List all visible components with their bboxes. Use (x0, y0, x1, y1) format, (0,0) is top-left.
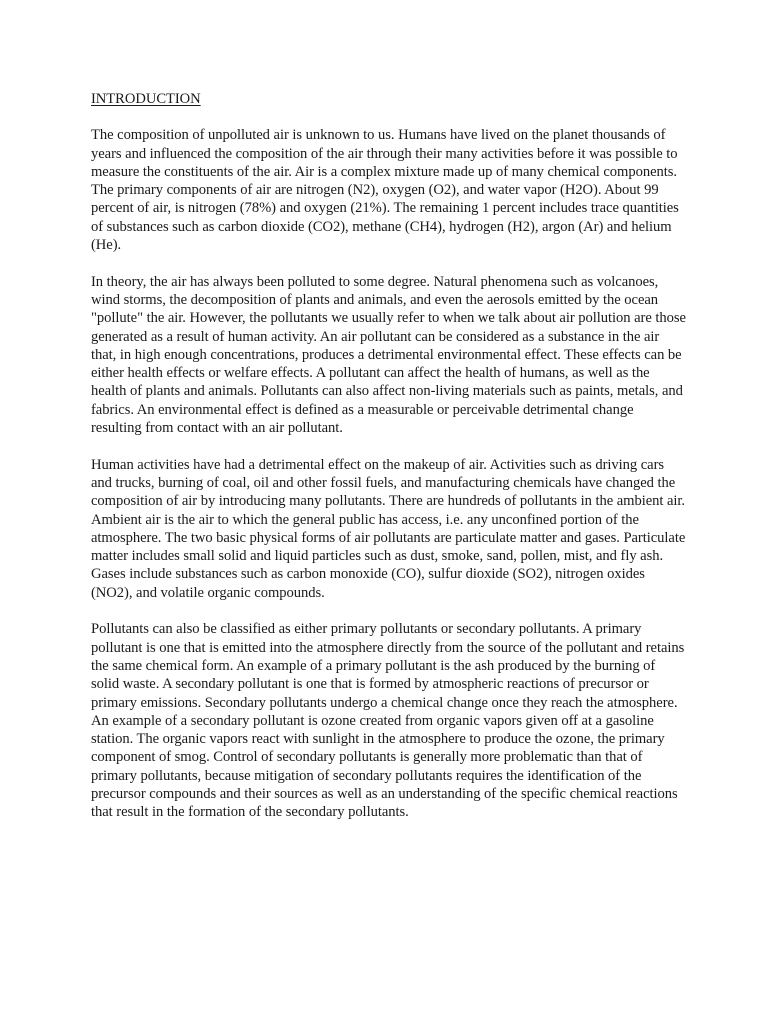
paragraph-1: The composition of unpolluted air is unknown to us. Humans have lived on the planet thousands of years and influenced the composition of the air through their many activities before it was possible to measure the constituents of the air. Air is a complex mixture made up of many chemical components. The primary components of air are nitrogen (N2), oxygen (O2), and water vapor (H2O). About 99 percent of air, is nitrogen (78%) and oxygen (21%). The remaining 1 percent includes trace quantities of substances such as carbon dioxide (CO2), methane (CH4), hydrogen (H2), argon (Ar) and helium (He). (91, 127, 679, 254)
paragraph-2: In theory, the air has always been polluted to some degree. Natural phenomena such as volcanoes, wind storms, the decomposition of plants and animals, and even the aerosols emitted by the ocean "pollute" the air. However, the pollutants we usually refer to when we talk about air pollution are those generated as a result of human activity. An air pollutant can be considered as a substance in the air that, in high enough concentrations, produces a detrimental environmental effect. These effects can be either health effects or welfare effects. A pollutant can affect the health of humans, as well as the health of plants and animals. Pollutants can also affect non-living materials such as paints, metals, and fabrics. An environmental effect is defined as a measurable or perceivable detrimental change resulting from contact with an air pollutant. (91, 273, 686, 437)
section-heading: INTRODUCTION (91, 91, 201, 107)
paragraph-4: Pollutants can also be classified as either primary pollutants or secondary pollutants. A primary pollutant is one that is emitted into the atmosphere directly from the source of the pollutant and retains the same chemical form. An example of a primary pollutant is the ash produced by the burning of solid waste. A secondary pollutant is one that is formed by atmospheric reactions of precursor or primary emissions. Secondary pollutants undergo a chemical change once they reach the atmosphere. An example of a secondary pollutant is ozone created from organic vapors given off at a gasoline station. The organic vapors react with sunlight in the atmosphere to produce the ozone, the primary component of smog. Control of secondary pollutants is generally more problematic than that of primary pollutants, because mitigation of secondary pollutants requires the identification of the precursor compounds and their sources as well as an understanding of the specific chemical reactions that result in the formation of the secondary pollutants. (91, 621, 685, 821)
paragraph-3: Human activities have had a detrimental effect on the makeup of air. Activities such as driving cars and trucks, burning of coal, oil and other fossil fuels, and manufacturing chemicals have changed the composition of air by introducing many pollutants. There are hundreds of pollutants in the ambient air. Ambient air is the air to which the general public has access, i.e. any unconfined portion of the atmosphere. The two basic physical forms of air pollutants are particulate matter and gases. Particulate matter includes small solid and liquid particles such as dust, smoke, sand, pollen, mist, and fly ash. Gases include substances such as carbon monoxide (CO), sulfur dioxide (SO2), nitrogen oxides (NO2), and volatile organic compounds. (91, 456, 686, 601)
document-page (91, 90, 686, 840)
